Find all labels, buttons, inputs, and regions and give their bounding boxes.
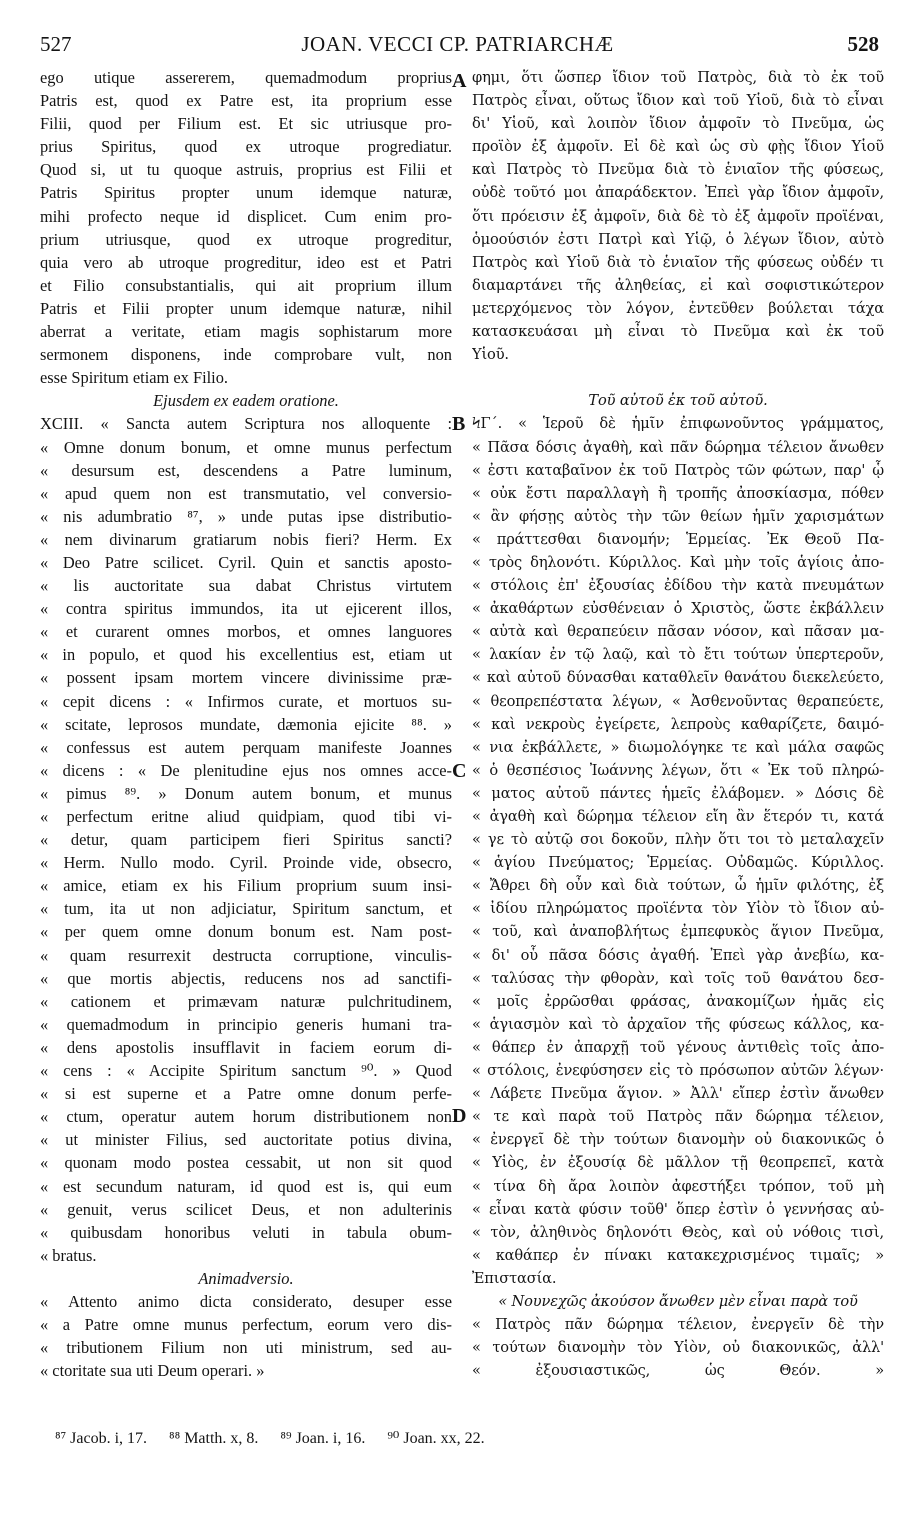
latin-line: ego utique assererem, quemadmodum proprius: [40, 68, 452, 87]
greek-line: « τίνα δὴ ἄρα λοιπὸν ἀφεστήξει τρόπον, τοῦ μὴ: [472, 1177, 884, 1195]
greek-line: « ἐνεργεῖ δὲ τὴν τούτων διανομὴν οὐ διακονικῶς ὁ: [472, 1131, 884, 1149]
footnote-87: ⁸⁷ Jacob. i, 17.: [55, 1430, 148, 1447]
latin-line: « cens : « Accipite Spiritum sanctum ⁹⁰. » Quod: [40, 1061, 452, 1081]
latin-line: Patris Spiritus propter unum idemque naturæ,: [40, 183, 452, 203]
latin-column: [40, 66, 452, 1382]
greek-line: οὐδὲ τοῦτό μοι ἀπαράδεκτον. Ἐπεὶ γὰρ ἴδιον ἀμφοῖν,: [472, 184, 884, 202]
latin-line: « quonam modo postea cessabit, ut non sit quod: [40, 1153, 452, 1173]
greek-line: « πράττεσθαι διανομήν; Ἑρμείας. Ἐκ Θεοῦ Πα-: [472, 530, 884, 548]
greek-line: « ἀγαθὴ καὶ δώρημα τέλειον εἴη ἂν ἕτερόν τι, κατά: [472, 808, 884, 825]
greek-line: « Υἱὸς, ἐν ἐξουσίᾳ δὲ μᾶλλον τῇ θεοπρεπεῖ, κατὰ: [472, 1154, 884, 1172]
greek-line: ϞΓ΄. « Ἱεροῦ δὲ ἡμῖν ἐπιφωνοῦντος γράμματος,: [472, 415, 884, 433]
greek-line: [472, 366, 884, 389]
greek-line: Πατρὸς εἶναι, οὕτως ἴδιον καὶ τοῦ Υἱοῦ, διὰ τὸ εἶναι: [472, 92, 884, 110]
latin-line: « cepit dicens : « Infirmos curate, et mortuos su-: [40, 691, 452, 711]
greek-line: « θάπερ ἐν ἀπαρχῇ τοῦ γένους ἀντιθεὶς τοῖς ἀπο-: [472, 1038, 884, 1056]
greek-line: « γε τὸ αὐτῷ σοι δοκοῦν, πλὴν ὅτι τοι τὸ μεταλαχεῖν: [472, 831, 884, 849]
latin-line: « per quem omne donum bonum est. Nam post-: [40, 922, 452, 942]
latin-line: « scitate, leprosos mundate, dæmonia ejicite ⁸⁸. »: [40, 714, 452, 734]
latin-line: quia vero ab utroque progreditur, ideo est et Patri: [40, 252, 452, 272]
greek-line: « Νουνεχῶς ἀκούσον ἄνωθεν μὲν εἶναι παρὰ τοῦ: [498, 1292, 858, 1310]
greek-line: « Πᾶσα δόσις ἀγαθὴ, καὶ πᾶν δώρημα τέλειον ἄνωθεν: [472, 438, 884, 456]
greek-line: μετερχόμενος τὸν λόγον, ἐντεῦθεν βούλεται τάχα: [472, 299, 884, 317]
greek-line: Τοῦ αὐτοῦ ἐκ τοῦ αὐτοῦ.: [588, 392, 768, 410]
greek-line: « ταλύσας τὴν φθορὰν, καὶ τοῖς τοῦ θανάτου δεσ-: [472, 969, 884, 987]
greek-line: « ἰδίου πληρώματος προϊέντα τὸν Υἱὸν τὸ ἴδιον αὐ-: [472, 900, 884, 918]
greek-line: « στόλοις ἐπ' ἐξουσίας ἐδίδου τὴν κατὰ πνευμάτων: [472, 577, 884, 595]
greek-line: « τε καὶ παρὰ τοῦ Πατρὸς πᾶν δώρημα τέλειον,: [472, 1108, 884, 1126]
latin-line: « Omne donum bonum, et omne munus perfectum: [40, 437, 452, 457]
greek-line: « ἐστι καταβαῖνον ἐκ τοῦ Πατρὸς τῶν φώτων, παρ' ᾧ: [472, 461, 884, 479]
greek-line: φημι, ὅτι ὥσπερ ἴδιον τοῦ Πατρὸς, διὰ τὸ ἐκ τοῦ: [472, 69, 884, 86]
latin-line: « dicens : « De plenitudine ejus nos omnes acce-: [40, 760, 452, 780]
latin-line: Filii, quod per Filium est. Et sic utriusque pro-: [40, 114, 452, 134]
running-title: JOAN. VECCI CP. PATRIARCHÆ: [301, 32, 614, 56]
latin-line: « Deo Patre scilicet. Cyril. Quin et sanctis aposto-: [40, 552, 452, 572]
latin-line: « et curarent omnes morbos, et omnes languores: [40, 622, 452, 642]
greek-line: « ἁγιασμὸν καὶ τὸ ἀρχαῖον τῆς φύσεως κάλλος, κα-: [472, 1015, 884, 1033]
latin-line: « contra spiritus immundos, ita ut ejicerent illos,: [40, 599, 452, 619]
greek-line: « θεοπρεπέστατα λέγων, « Ἀσθενοῦντας θεραπεύετε,: [472, 692, 884, 710]
greek-line: Πατρὸς καὶ Υἱοῦ διὰ τὸ ἑνιαῖον τῆς φύσεως οὐδέν τι: [472, 253, 884, 271]
latin-line: « tum, ita ut non adjiciatur, Spiritum sanctum, et: [40, 899, 452, 919]
greek-line: « λακίαν ἐν τῷ λαῷ, καὶ τὸ ἔτι τούτων ὑπερτεροῦν,: [472, 646, 884, 664]
greek-line: καὶ Πατρὸς τὸ Πνεῦμα διὰ τὸ ἑνιαῖον τῆς φύσεως,: [472, 161, 884, 179]
greek-line: « ἁγίου Πνεύματος; Ἑρμείας. Οὐδαμῶς. Κύριλλος.: [472, 854, 884, 872]
latin-line: « ctoritate sua uti Deum operari. »: [40, 1361, 265, 1381]
latin-line: Patris est, quod ex Patre est, ita proprium esse: [40, 91, 452, 111]
greek-line: « τοῦ, καὶ ἀναποβλήτως ἐμπεφυκὸς ἅγιον Πνεῦμα,: [472, 923, 884, 941]
latin-line: « si est superne et a Patre omne donum perfe-: [40, 1084, 452, 1104]
greek-line: « εἶναι κατὰ φύσιν τοῦθ' ὅπερ ἐστὶν ὁ γεννήσας αὐ-: [472, 1200, 884, 1218]
greek-line: δι' Υἱοῦ, καὶ λοιπὸν ἴδιον ἀμφοῖν τὸ Πνεῦμα, ὡς: [472, 115, 884, 133]
latin-line: mihi profecto neque id displicet. Cum enim pro-: [40, 206, 452, 226]
greek-line: « καὶ νεκροὺς ἐγείρετε, λεπροὺς καθαρίζετε, δαιμό-: [472, 715, 884, 733]
greek-line: « καθάπερ ἐν πίνακι κατακεχρισμένος τιμαῖς; »: [472, 1246, 884, 1264]
page-number-right: 528: [847, 32, 879, 56]
greek-line: Υἱοῦ.: [472, 346, 509, 364]
margin-letter-c: C: [452, 760, 467, 782]
greek-line: « μοῖς ἐρρῶσθαι φράσας, ἀνακομίζων ἡμᾶς εἰς: [472, 992, 884, 1010]
latin-line: « nis adumbratio ⁸⁷, » unde putas ipse distributio-: [40, 506, 452, 526]
latin-line: « Herm. Nullo modo. Cyril. Proinde vide, obsecro,: [40, 853, 452, 873]
latin-line: « desursum est, descendens a Patre luminum,: [40, 460, 452, 480]
latin-line: Patris et Filii propter unum idemque naturæ, nihil: [40, 298, 452, 318]
latin-line: « cationem et primævam naturæ pulchritudinem,: [40, 991, 452, 1011]
latin-line: « est secundum naturam, id quod est is, qui eum: [40, 1176, 452, 1196]
latin-line: « in populo, et quod his excellentius est, etiam ut: [40, 645, 452, 665]
greek-line: ὁμοούσιόν ἐστι Πατρὶ καὶ Υἱῷ, ὁ λέγων ἴδιον, αὐτὸ: [472, 230, 884, 248]
latin-line: « lis auctoritate sua dabat Christus virtutem: [40, 576, 452, 596]
greek-line: « ἀκαθάρτων εὐσθένειαν ὁ Χριστὸς, ὥστε ἐκβάλλειν: [472, 600, 884, 618]
latin-line: « quam resurrexit destructa corruptione, vinculis-: [40, 945, 452, 965]
greek-line: « τὸν, ἀληθινὸς δηλονότι Θεὸς, καὶ οὐ νόθοις τισὶ,: [472, 1223, 884, 1241]
latin-line: « Attento animo dicta considerato, desuper esse: [40, 1291, 452, 1311]
latin-line: Quod si, ut tu quoque astruis, proprius est Filii et: [40, 160, 452, 180]
greek-line: « Ἄθρει δὴ οὖν καὶ διὰ τούτων, ὦ ἡμῖν φιλότης, ἐξ: [472, 877, 884, 895]
latin-line: « quibusdam honoribus veluti in tabula obum-: [40, 1222, 452, 1242]
latin-line: prius Spiritus, quod ex utroque progrediatur.: [40, 137, 452, 157]
greek-line: « οὐκ ἔστι παραλλαγὴ ἢ τροπῆς ἀποσκίασμα, πόθεν: [472, 484, 884, 502]
greek-line: « Πατρὸς πᾶν δώρημα τέλειον, ἐνεργεῖν δὲ τὴν: [472, 1316, 884, 1334]
latin-line: Ejusdem ex eadem oratione.: [153, 391, 339, 411]
latin-line: « ctum, operatur autem horum distributionem non: [40, 1107, 452, 1127]
latin-line: « ut minister Filius, sed auctoritate potius divina,: [40, 1130, 452, 1150]
greek-line: « αὐτὰ καὶ θεραπεύειν πᾶσαν νόσον, καὶ πᾶσαν μα-: [472, 623, 884, 641]
greek-line: « στόλοις, ἐνεφύσησεν εἰς τὸ πρόσωπον αὐτῶν λέγων·: [472, 1062, 884, 1080]
latin-line: sermonem disponens, inde comprobare vult, non: [40, 345, 452, 365]
margin-letter-a: A: [452, 70, 467, 92]
latin-line: XCIII. « Sancta autem Scriptura nos alloquente :: [40, 414, 452, 434]
greek-line: « ματος αὐτοῦ πάντες ἡμεῖς ἐλάβομεν. » Δόσις δὲ: [472, 784, 884, 802]
greek-line: « ἐξουσιαστικῶς, ὡς Θεόν. »: [472, 1362, 884, 1380]
margin-letter-d: D: [452, 1105, 467, 1127]
greek-column: [472, 66, 884, 1382]
greek-line: « καὶ αὐτοῦ δύνασθαι καταθλεῖν θανάτου διεκελεύετο,: [472, 669, 884, 687]
greek-line: « τούτων διανομὴν τὸν Υἱὸν, οὐ διακονικῶς, ἀλλ': [472, 1339, 884, 1357]
latin-line: « bratus.: [40, 1245, 97, 1265]
latin-line: « que mortis abjectis, reducens nos ad sanctifi-: [40, 968, 452, 988]
latin-line: « pimus ⁸⁹. » Donum autem bonum, et munus: [40, 783, 452, 803]
latin-line: « genuit, verus scilicet Deus, et non adulterinis: [40, 1199, 452, 1219]
latin-line: « confessus est autem perquam manifeste Joannes: [40, 737, 452, 757]
greek-line: Ἐπιστασία.: [472, 1269, 557, 1287]
latin-line: Animadversio.: [198, 1268, 294, 1288]
greek-line: διαμαρτάνει τῆς ἀληθείας, εἰ καὶ σοφιστικώτερον: [472, 276, 884, 294]
latin-line: « a Patre omne munus perfectum, eorum vero dis-: [40, 1315, 452, 1335]
latin-line: « tributionem Filium non uti ministrum, sed au-: [40, 1338, 452, 1358]
latin-line: et Filio consubstantialis, qui ait proprium illum: [40, 275, 452, 295]
greek-line: « δι' οὗ πᾶσα δόσις ἀγαθή. Ἐπεὶ γὰρ ἀνεβίω, κα-: [472, 946, 884, 964]
greek-line: « ἂν φήσῃς αὐτὸς τὴν τῶν θείων ἡμῖν χαρισμάτων: [472, 507, 884, 525]
latin-line: aberrat a veritate, etiam magis sophistarum more: [40, 322, 452, 342]
greek-line: « Λάβετε Πνεῦμα ἅγιον. » Ἀλλ' εἴπερ ἐστὶν ἄνωθεν: [472, 1085, 884, 1103]
footnotes: [55, 1428, 503, 1448]
page-number-left: 527: [40, 32, 72, 56]
latin-line: « quemadmodum in principio generis humani tra-: [40, 1014, 452, 1034]
greek-line: προϊὸν ἐξ ἀμφοῖν. Εἰ δὲ καὶ ὡς σὺ φῂς ἴδιον Υἱοῦ: [472, 138, 884, 156]
greek-line: « τρὸς δηλονότι. Κύριλλος. Καὶ μὴν τοῖς ἁγίοις ἀπο-: [472, 553, 884, 571]
latin-line: prium utriusque, quod ex utroque progreditur,: [40, 229, 452, 249]
latin-line: « apud quem non est transmutatio, vel conversio-: [40, 483, 452, 503]
footnote-90: ⁹⁰ Joan. xx, 22.: [387, 1430, 485, 1447]
latin-line: « possent ipsam mortem vincere divinissime præ-: [40, 668, 452, 688]
greek-line: « νια ἐκβάλλετε, » διωμολόγηκε τε καὶ μάλα σαφῶς: [472, 738, 884, 756]
latin-line: « nem divinarum gratiarum nobis fieri? Herm. Ex: [40, 529, 452, 549]
footnote-89: ⁸⁹ Joan. i, 16.: [280, 1430, 366, 1447]
page-header: [30, 30, 885, 58]
footnote-88: ⁸⁸ Matth. x, 8.: [169, 1430, 259, 1447]
latin-line: « dens apostolis insufflavit in faciem eorum di-: [40, 1037, 452, 1057]
margin-letter-b: B: [452, 413, 466, 435]
latin-line: « perfectum eritne aliud quidpiam, quod tibi vi-: [40, 807, 452, 826]
greek-line: ὅτι πρόεισιν ἐξ ἀμφοῖν, διὰ δὲ τὸ ἐξ ἀμφοῖν προϊέναι,: [472, 207, 884, 225]
latin-line: esse Spiritum etiam ex Filio.: [40, 368, 229, 388]
latin-line: « amice, etiam ex his Filium proprium suum insi-: [40, 876, 452, 896]
greek-line: « ὁ θεσπέσιος Ἰωάννης λέγων, ὅτι « Ἐκ τοῦ πληρώ-: [472, 761, 884, 779]
greek-line: κατασκευάσαι μὴ εἶναι τὸ Πνεῦμα καὶ ἐκ τοῦ: [472, 323, 884, 341]
latin-line: « detur, quam participem fieri Spiritus sancti?: [40, 830, 452, 850]
